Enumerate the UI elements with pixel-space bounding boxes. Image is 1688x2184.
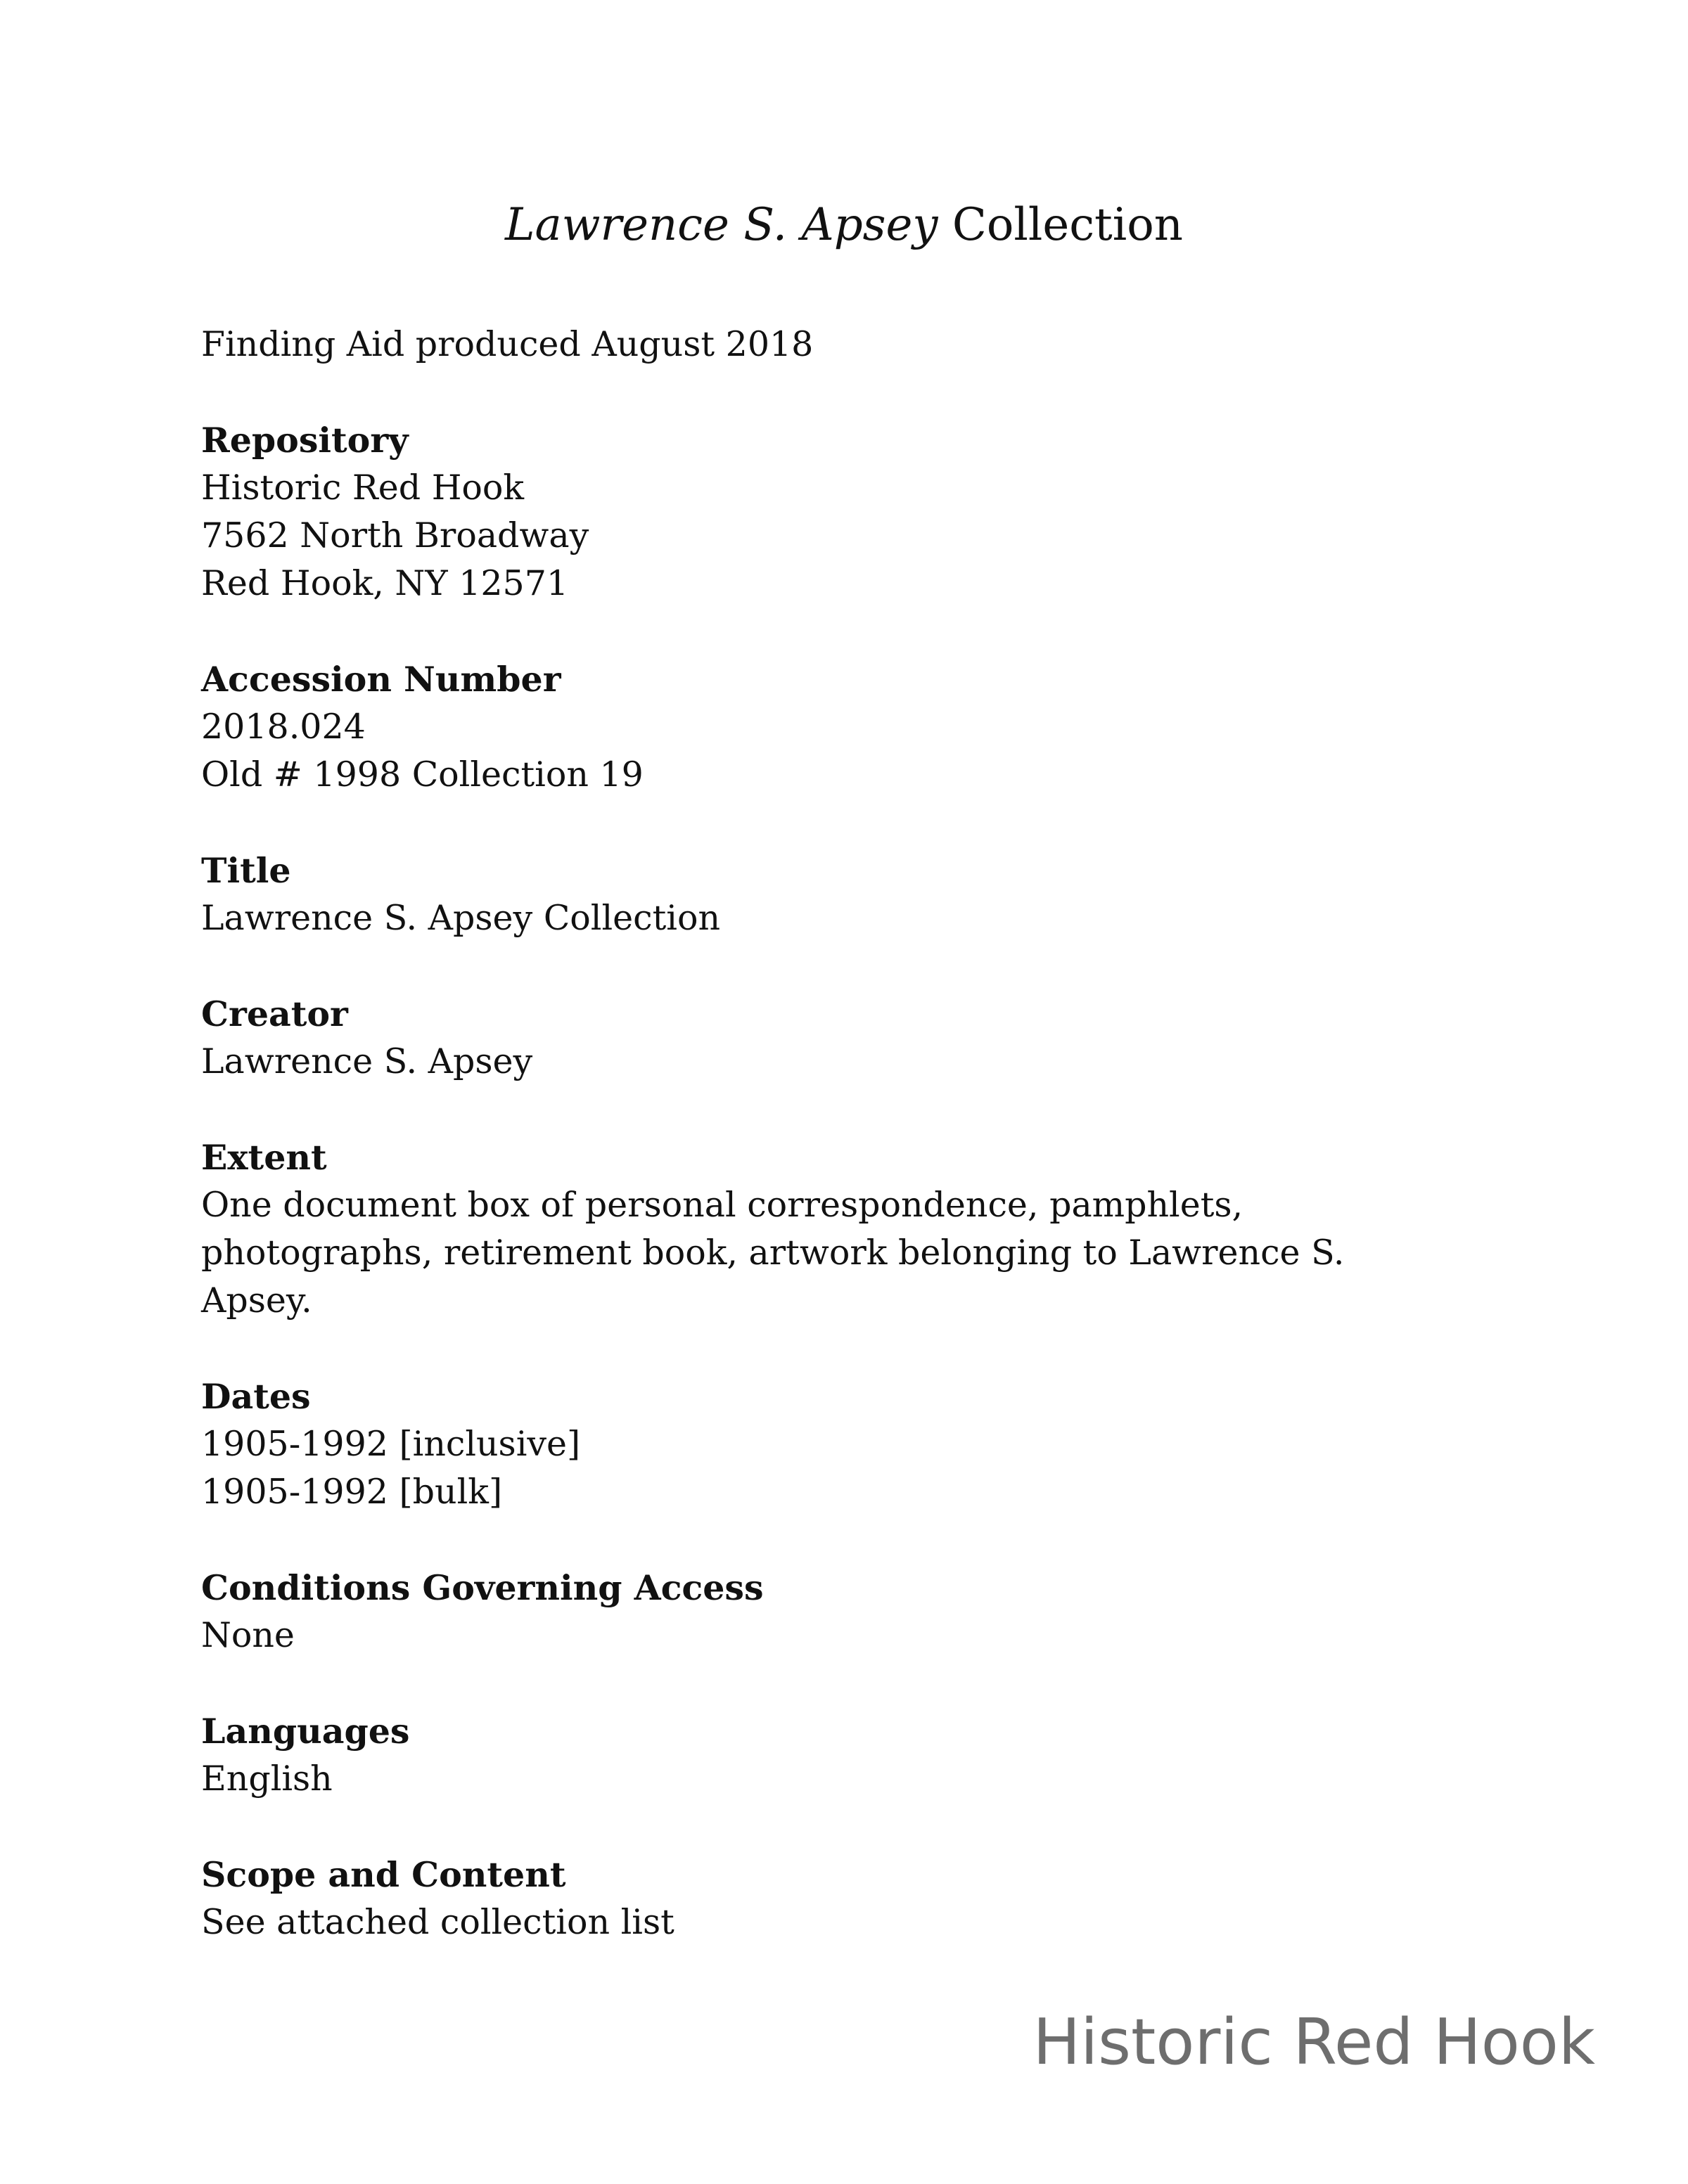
section-extent <box>201 1133 1537 1325</box>
finding-aid-note: Finding Aid produced August 2018 <box>201 324 814 364</box>
section-dates <box>201 1373 1537 1516</box>
section-label: Scope and Content <box>201 1854 566 1895</box>
languages-value: English <box>201 1759 333 1799</box>
scope-value: See attached collection list <box>201 1902 674 1942</box>
collection-title: Lawrence S. Apsey Collection <box>201 898 721 938</box>
section-label: Conditions Governing Access <box>201 1567 764 1608</box>
section-access <box>201 1564 1537 1659</box>
footer-organization: Historic Red Hook <box>1032 2005 1595 2079</box>
section-languages <box>201 1707 1537 1803</box>
section-label: Languages <box>201 1711 410 1752</box>
section-scope-and-content <box>201 1851 1537 1946</box>
accession-number: 2018.024 <box>201 707 366 747</box>
repository-name: Historic Red Hook <box>201 468 525 508</box>
section-label: Repository <box>201 420 409 461</box>
dates-inclusive: 1905-1992 [inclusive] <box>201 1424 581 1464</box>
section-label: Accession Number <box>201 659 561 700</box>
document-title <box>0 197 1688 253</box>
section-title <box>201 847 1537 942</box>
section-label: Title <box>201 850 291 891</box>
repository-city: Red Hook, NY 12571 <box>201 563 569 603</box>
section-repository <box>201 416 1537 608</box>
section-label: Dates <box>201 1376 311 1417</box>
dates-bulk: 1905-1992 [bulk] <box>201 1472 503 1512</box>
section-creator <box>201 990 1537 1086</box>
creator-name: Lawrence S. Apsey <box>201 1041 533 1081</box>
section-label: Creator <box>201 994 348 1034</box>
section-accession-number <box>201 655 1537 799</box>
title-italic-name: Lawrence S. Apsey <box>505 199 938 251</box>
access-value: None <box>201 1615 295 1655</box>
accession-old-number: Old # 1998 Collection 19 <box>201 754 644 795</box>
repository-street: 7562 North Broadway <box>201 515 589 555</box>
document-body <box>201 321 1537 1994</box>
section-label: Extent <box>201 1137 327 1178</box>
title-rest: Collection <box>952 199 1183 251</box>
extent-text: One document box of personal correspondence, pamphlets, photographs, retirement book, artwork belonging to Lawrence S. Apsey. <box>201 1185 1345 1321</box>
